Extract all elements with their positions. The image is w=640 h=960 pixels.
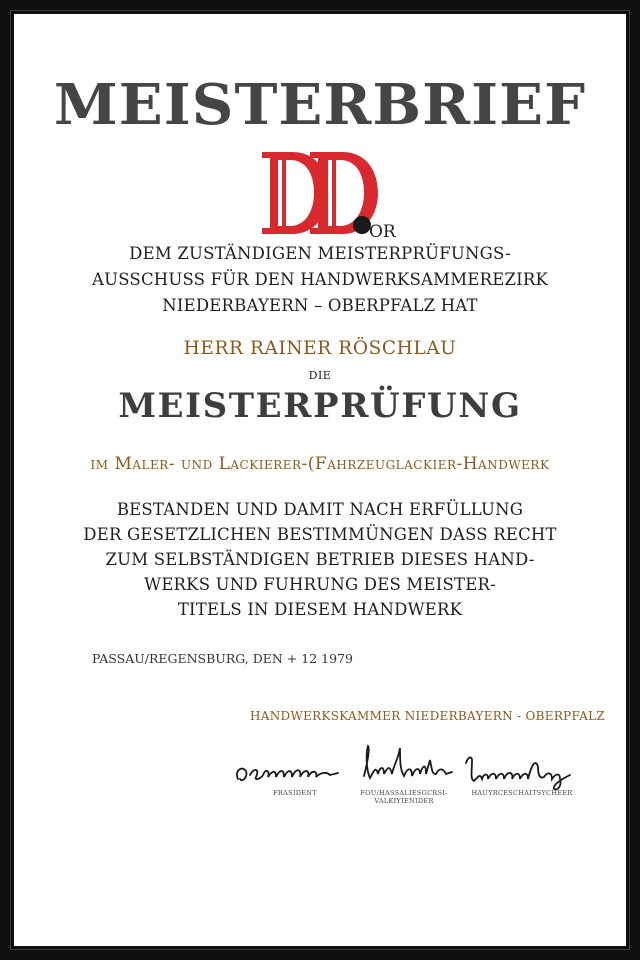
signature-president (232, 749, 344, 789)
place-date: PASSAU/REGENSBURG, DEN + 12 1979 (92, 651, 353, 666)
body-line: TITELS IN DIESEM HANDWERK (177, 600, 463, 619)
body-line: BESTANDEN UND DAMIT NACH ERFÜLLUNG (116, 500, 524, 519)
signatory-title: HAUYRCESCHAITSYCHEER (471, 789, 573, 797)
trade-line: im Maler- und Lackierer-(Fahrzeuglackier-Handwerk (90, 454, 550, 474)
signature-vice-chair (360, 740, 460, 788)
body-line: WERKS UND FUHRUNG DES MEISTER- (144, 575, 496, 594)
exam-title: MEISTERPRÜFUNG (118, 386, 522, 426)
intro-line: AUSSCHUSS FÜR DEN HANDWERKSAMMEREZIRK (92, 270, 548, 289)
intro-line: NIEDERBAYERN – OBERPFALZ HAT (162, 296, 478, 315)
signatory-title: FOU/HASSALIESGCRSI- VALKIYIENIDER (360, 789, 448, 805)
intro-line: DEM ZUSTÄNDIGEN MEISTERPRÜFUNGS- (129, 244, 511, 263)
signatory-title: FRASIDENT (273, 789, 317, 797)
body-line: DER GESETZLICHEN BESTIMMÜNGEN DASS RECHT (83, 525, 557, 544)
certificate-title: MEISTERBRIEF (53, 72, 587, 138)
certificate-paper (14, 14, 626, 946)
logo-suffix: OR (369, 222, 396, 242)
recipient-name: HERR RAINER RÖSCHLAU (183, 338, 457, 359)
body-line: ZUM SELBSTÄNDIGEN BETRIEB DIESES HAND- (105, 550, 535, 569)
connector-word: DIE (308, 369, 332, 382)
signature-manager (462, 749, 582, 793)
issuer-name: HANDWERKSKAMMER NIEDERBAYERN - OBERPFALZ (250, 709, 605, 723)
